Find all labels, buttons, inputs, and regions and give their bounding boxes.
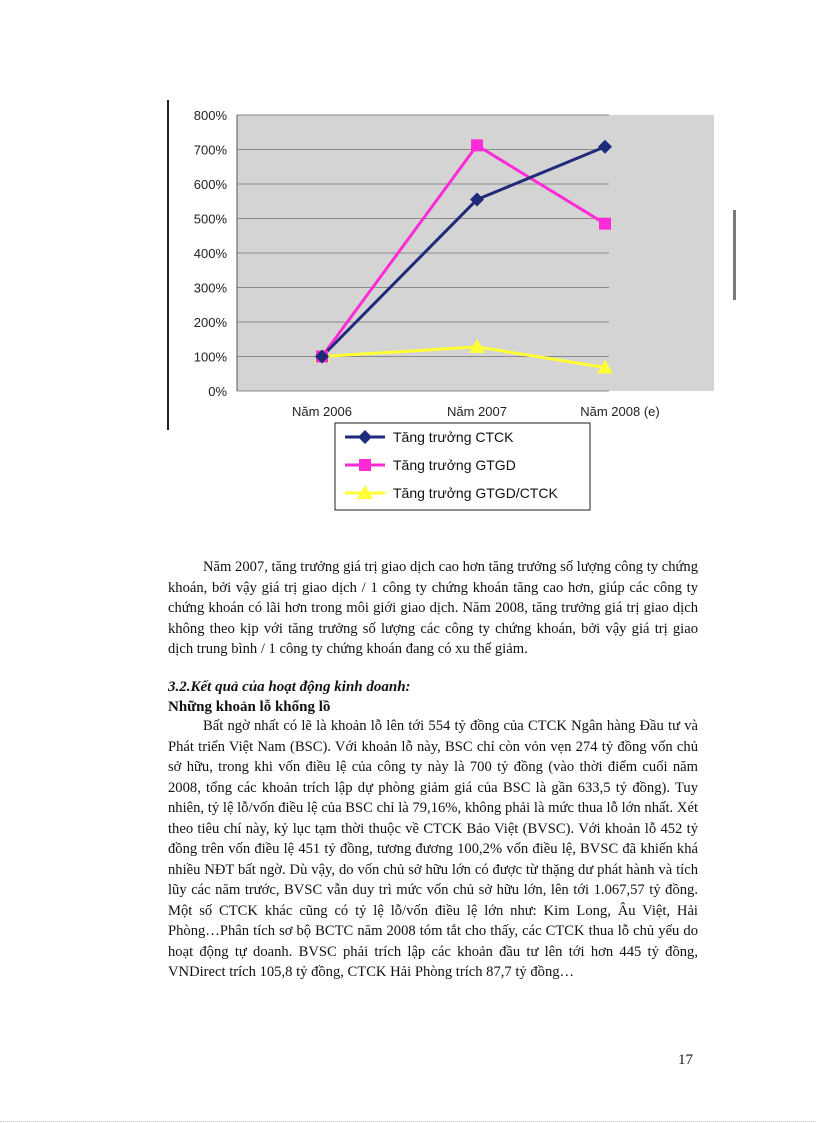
legend-label: Tăng trưởng CTCK (393, 429, 514, 445)
y-tick-label: 700% (193, 142, 227, 158)
y-tick-label: 200% (193, 315, 227, 330)
legend-label: Tăng trưởng GTGD/CTCK (393, 485, 558, 501)
legend (335, 423, 590, 510)
page-bottom-rule (0, 1121, 816, 1122)
y-tick-label: 100% (193, 349, 227, 365)
y-tick-label: 400% (193, 246, 227, 261)
data-point-marker (599, 218, 611, 230)
x-axis-tick-labels (292, 404, 660, 419)
growth-line-chart (168, 100, 660, 520)
data-point-marker (471, 139, 483, 151)
y-tick-label: 600% (193, 177, 227, 192)
scrollbar-indicator (733, 210, 736, 300)
section-heading: 3.2.Kết quả của hoạt động kinh doanh: (168, 679, 411, 695)
y-tick-label: 500% (193, 211, 227, 227)
y-tick-label: 300% (193, 280, 227, 296)
subheading: Những khoản lỗ khổng lồ (168, 699, 331, 715)
x-tick-label: Năm 2008 (e) (580, 404, 660, 419)
x-tick-label: Năm 2006 (292, 404, 352, 419)
y-tick-label: 0% (208, 384, 227, 399)
paragraph-losses: Bất ngờ nhất có lẽ là khoản lỗ lên tới 554 tỷ đồng của CTCK Ngân hàng Đầu tư và Phát triển Việt Nam (BSC). Với khoản lỗ này, BSC chỉ còn vỏn vẹn 274 tỷ đồng vốn chủ sở hữu, trong khi vốn điều lệ của công ty này là 700 tỷ đồng (vào thời điểm cuối năm 2008, tổng các khoản trích lập dự phòng giảm giá của BSC là gần 633,5 tỷ đồng). Tuy nhiên, tỷ lệ lỗ/vốn điều lệ của BSC chỉ là 79,16%, không phải là mức thua lỗ lớn nhất. Xét theo tiêu chí này, kỷ lục tạm thời thuộc về CTCK Bảo Việt (BVSC). Với khoản lỗ 452 tỷ đồng trên vốn điều lệ 451 tỷ đồng, tương đương 100,2% vốn điều lệ, BVSC đã khiến khá nhiều NĐT bất ngờ. Dù vậy, do vốn chủ sở hữu lớn có được từ thặng dư phát hành và tích lũy các năm trước, BVSC vẫn duy trì mức vốn chủ sở hữu lớn, lên tới 1.067,57 tỷ đồng. Một số CTCK khác cũng có tỷ lệ lỗ/vốn điều lệ lớn như: Kim Long, Âu Việt, Hải Phòng…Phân tích sơ bộ BCTC năm 2008 tóm tắt cho thấy, các CTCK thua lỗ chủ yếu do hoạt động tự doanh. BVSC phải trích lập các khoản đầu tư lên tới hơn 445 tỷ đồng, VNDirect trích 105,8 tỷ đồng, CTCK Hải Phòng trích 87,7 tỷ đồng… (168, 718, 698, 980)
legend-label: Tăng trưởng GTGD (393, 457, 516, 473)
paragraph-growth-analysis: Năm 2007, tăng trưởng giá trị giao dịch cao hơn tăng trưởng số lượng công ty chứng khoán, bởi vậy giá trị giao dịch / 1 công ty chứng khoán tăng cao hơn, giúp các công ty chứng khoán có lãi hơn trong môi giới giao dịch. Năm 2008, tăng trưởng giá trị giao dịch không theo kịp với tăng trưởng số lượng các công ty chứng khoán, bởi vậy giá trị giao dịch trung bình / 1 công ty chứng khoán đang có xu thế giảm. (168, 559, 698, 657)
page-number: 17 (678, 1052, 693, 1068)
y-axis-tick-labels (194, 108, 228, 399)
y-tick-label: 800% (193, 108, 227, 123)
legend-marker (359, 459, 371, 471)
x-tick-label: Năm 2007 (447, 404, 507, 419)
legend-item (345, 457, 516, 473)
